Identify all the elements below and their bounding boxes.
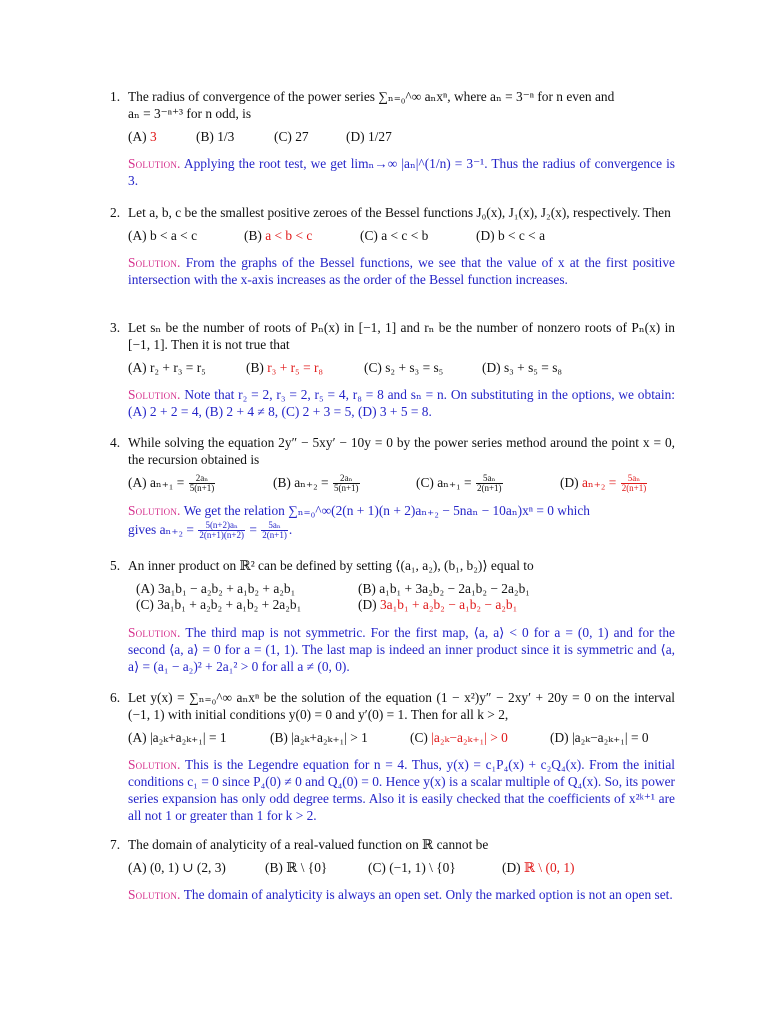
solution-label: Solution. [128,887,181,902]
solution-label: Solution. [128,255,181,270]
option-b: (B) r₃ + r₅ = r₈ [246,360,324,375]
option-d: (D) 3a₁b₁ + a₂b₂ − a₁b₂ − a₂b₁ [358,597,518,612]
option-a: (A) aₙ₊₁ = $\frac{\text{2aₙ}}{5(n+1)}$ [128,473,215,494]
solution-text: From the graphs of the Bessel functions, we see that the value of x at the first positive intersection with the x-axis increases as the order of the Bessel function increases. [128,255,675,287]
option-a: (A) 3a₁b₁ − a₂b₂ + a₁b₂ + a₂b₁ [136,581,296,596]
solution-label: Solution. [128,757,181,772]
option-d: (D) b < c < a [476,228,546,243]
question-number: 6. [110,690,121,705]
question-number: 7. [110,837,121,852]
question-stem: The radius of convergence of the power series ∑ₙ₌₀^∞ aₙxⁿ, where aₙ = 3⁻ⁿ for n even and aₙ = 3⁻ⁿ⁺³ for n odd, is [128,89,615,121]
options-row [128,227,675,244]
question-stem: An inner product on ℝ² can be defined by setting ⟨(a₁, a₂), (b₁, b₂)⟩ equal to [128,558,534,573]
question-1 [110,88,675,189]
solution-text: This is the Legendre equation for n = 4. Thus, y(x) = c₁P₄(x) + c₂Q₄(x). From the initial conditions c₁ = 0 since P₄(0) ≠ 0 and Q₄(0) = 0. Hence y(x) is a scalar multiple of Q₄(x). So, its power series expansion has only odd degree terms. Also it is easily checked that the coefficients of x²ᵏ⁺¹ are all not 1 or greater than 1 for k > 2. [128,757,675,823]
option-c: (C) |a₂ₖ−a₂ₖ₊₁| > 0 [410,730,508,745]
option-c: (C) a < c < b [360,228,429,243]
option-c: (C) s₂ + s₃ = s₅ [364,360,444,375]
question-stem: Let a, b, c be the smallest positive zeroes of the Bessel functions J₀(x), J₁(x), J₂(x), respectively. Then [128,205,671,220]
option-a: (A) r₂ + r₃ = r₅ [128,360,206,375]
solution-label: Solution. [128,156,181,171]
question-5 [110,557,675,675]
question-stem: Let y(x) = ∑ₙ₌₀^∞ aₙxⁿ be the solution of the equation (1 − x²)y″ − 2xy′ + 20y = 0 on the interval (−1, 1) with initial conditions y(0) = 0 and y′(0) = 1. Then for all k > 2, [128,690,675,722]
question-2 [110,204,675,288]
solution: Solution. We get the relation ∑ₙ₌₀^∞(2(n + 1)(n + 2)aₙ₊₂ − 5naₙ − 10aₙ)xⁿ = 0 which gives aₙ₊₂ = $\frac{\text{5(n+2)aₙ}}{2(n+1)(n+2)}$ = $\frac{\text{5aₙ}}{2(n+1)}$ . [128,503,590,541]
solution [128,756,675,824]
option-a: (A) (0, 1) ∪ (2, 3) [128,860,226,875]
solution-text: Applying the root test, we get limₙ→∞ |aₙ|^(1/n) = 3⁻¹. Thus the radius of convergence is 3. [128,156,675,188]
option-d: (D) aₙ₊₂ = $\frac{\text{5aₙ}}{2(n+1)}$ [560,473,647,494]
solution-text: The third map is not symmetric. For the first map, ⟨a, a⟩ < 0 for a = (0, 1) and for the second ⟨a, a⟩ = 0 for a = (1, 1). The last map is indeed an inner product since it is symmetric and ⟨a, a⟩ = (a₁ − a₂)² + 2a₁² > 0 for all a ≠ (0, 0). [128,625,675,674]
question-3 [110,319,675,420]
solution-text: Note that r₂ = 2, r₃ = 2, r₅ = 4, r₈ = 8 and sₙ = n. On substituting in the options, we obtain: (A) 2 + 2 = 4, (B) 2 + 4 ≠ 8, (C) 2 + 3 = 5, (D) 3 + 5 = 8. [128,387,675,419]
solution [128,254,675,288]
option-a: (A) b < a < c [128,228,198,243]
options-row [128,859,675,876]
option-b: (B) a₁b₁ + 3a₂b₂ − 2a₁b₂ − 2a₂b₁ [358,581,530,596]
question-number: 2. [110,205,121,220]
solution-text: The domain of analyticity is always an open set. Only the marked option is not an open set. [183,887,673,902]
solution-text: We get the relation ∑ₙ₌₀^∞(2(n + 1)(n + 2)aₙ₊₂ − 5naₙ − 10aₙ)xⁿ = 0 which [183,503,590,518]
solution-label: Solution. [128,503,181,518]
options-grid [128,580,675,614]
option-b: (B) 1/3 [196,129,235,144]
solution [128,155,675,189]
option-b: (B) a < b < c [244,228,313,243]
solution [128,624,675,675]
option-a: (A) 3 [128,129,157,144]
option-d: (D) 1/27 [346,129,392,144]
solution-label: Solution. [128,625,181,640]
option-d: (D) s₃ + s₅ = s₈ [482,360,563,375]
option-c: (C) 27 [274,129,309,144]
options-row [128,128,675,145]
question-number: 3. [110,320,121,335]
option-c: (C) (−1, 1) \ {0} [368,860,456,875]
question-4 [110,434,675,540]
option-d: (D) ℝ \ (0, 1) [502,860,575,875]
option-d: (D) |a₂ₖ−a₂ₖ₊₁| = 0 [550,730,649,745]
solution [128,386,675,420]
option-b: (B) |a₂ₖ+a₂ₖ₊₁| > 1 [270,730,368,745]
option-c: (C) 3a₁b₁ + a₂b₂ + a₁b₂ + 2a₂b₁ [136,597,302,612]
question-stem: The domain of analyticity of a real-valued function on ℝ cannot be [128,837,489,852]
question-stem: Let sₙ be the number of roots of Pₙ(x) in [−1, 1] and rₙ be the number of nonzero roots of Pₙ(x) in [−1, 1]. Then it is not true that [128,320,675,352]
solution [128,886,675,903]
solution-label: Solution. [128,387,181,402]
question-6 [110,689,675,824]
question-number: 4. [110,435,121,450]
options-row [128,474,675,496]
question-number: 1. [110,89,121,104]
option-c: (C) aₙ₊₁ = $\frac{\text{5aₙ}}{2(n+1)}$ [416,473,502,494]
options-row [128,359,675,376]
question-7 [110,836,675,903]
options-row [128,729,675,746]
option-a: (A) |a₂ₖ+a₂ₖ₊₁| = 1 [128,730,227,745]
question-number: 5. [110,558,121,573]
question-stem: While solving the equation 2y″ − 5xy′ − 10y = 0 by the power series method around the point x = 0, the recursion obtained is [128,435,675,467]
option-b: (B) ℝ \ {0} [265,860,328,875]
option-b: (B) aₙ₊₂ = $\frac{\text{2aₙ}}{5(n+1)}$ [273,473,359,494]
